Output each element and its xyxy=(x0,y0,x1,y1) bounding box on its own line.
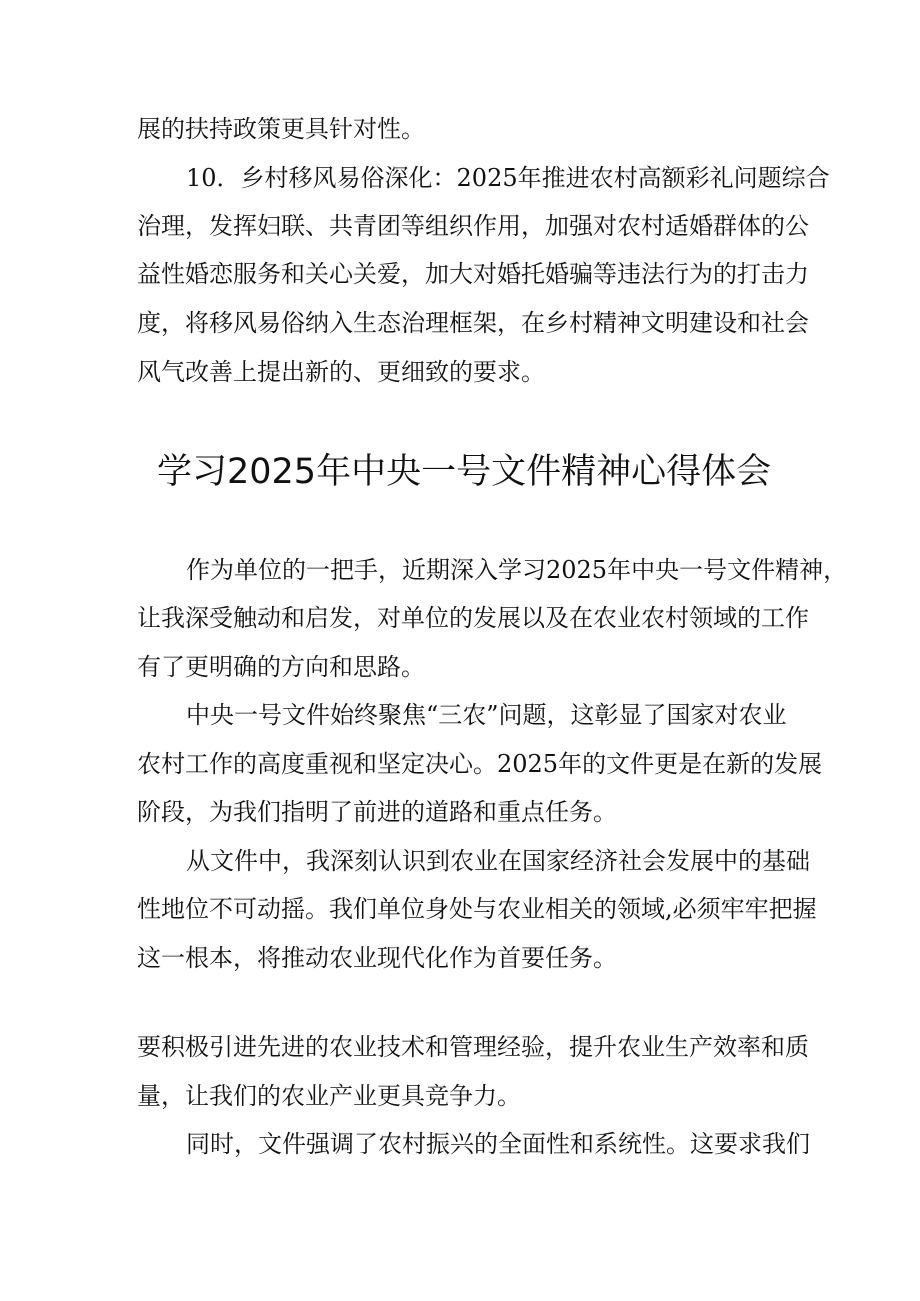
paragraph-line: 农村工作的高度重视和坚定决心。2025年的文件更是在新的发展 xyxy=(137,750,823,778)
paragraph-line: 从文件中，我深刻认识到农业在国家经济社会发展中的基础 xyxy=(186,847,810,875)
paragraph-line: 同时，文件强调了农村振兴的全面性和系统性。这要求我们 xyxy=(186,1130,810,1158)
paragraph-line: 展的扶持政策更具针对性。 xyxy=(137,115,425,143)
paragraph-line: 10．乡村移风易俗深化：2025年推进农村高额彩礼问题综合 xyxy=(186,164,830,192)
paragraph-line: 中央一号文件始终聚焦“三农”问题，这彰显了国家对农业 xyxy=(186,701,787,729)
paragraph-line: 风气改善上提出新的、更细致的要求。 xyxy=(137,358,545,386)
paragraph-line: 治理，发挥妇联、共青团等组织作用，加强对农村适婚群体的公 xyxy=(137,212,809,240)
paragraph-line: 这一根本，将推动农业现代化作为首要任务。 xyxy=(137,944,617,972)
paragraph-line: 让我深受触动和启发，对单位的发展以及在农业农村领域的工作 xyxy=(137,604,809,632)
paragraph-line: 益性婚恋服务和关心关爱，加大对婚托婚骗等违法行为的打击力 xyxy=(137,260,809,288)
paragraph-line: 性地位不可动摇。我们单位身处与农业相关的领域,必须牢牢把握 xyxy=(137,895,817,923)
paragraph-line: 量，让我们的农业产业更具竞争力。 xyxy=(137,1082,521,1110)
paragraph-line: 作为单位的一把手，近期深入学习2025年中央一号文件精神， xyxy=(186,556,848,584)
paragraph-line: 有了更明确的方向和思路。 xyxy=(137,653,425,681)
paragraph-line: 要积极引进先进的农业技术和管理经验，提升农业生产效率和质 xyxy=(137,1033,809,1061)
document-title: 学习2025年中央一号文件精神心得体会 xyxy=(157,452,772,492)
paragraph-line: 度，将移风易俗纳入生态治理框架，在乡村精神文明建设和社会 xyxy=(137,309,809,337)
paragraph-line: 阶段，为我们指明了前进的道路和重点任务。 xyxy=(137,798,617,826)
